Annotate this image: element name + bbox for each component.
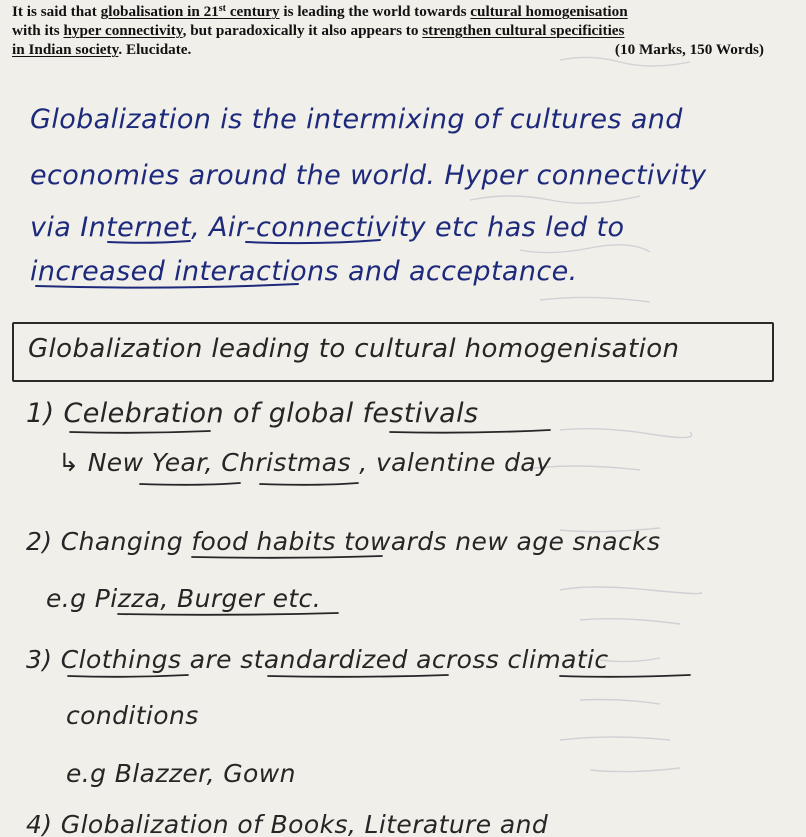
question-keyword: in Indian society	[12, 41, 119, 58]
point-3: 3) Clothings are standardized across climatic	[26, 645, 609, 674]
point-1-examples: ↳ New Year, Christmas , valentine day	[58, 448, 552, 477]
point-1: 1) Celebration of global festivals	[26, 398, 479, 429]
intro-line-3: via Internet, Air-connectivity etc has led to	[30, 212, 625, 243]
point-3-examples: e.g Blazzer, Gown	[66, 759, 296, 788]
point-3-continued: conditions	[66, 701, 199, 730]
question-keyword: hyper connectivity	[63, 22, 183, 39]
question-text	[12, 2, 802, 59]
question-text-part: . Elucidate.	[118, 41, 192, 58]
intro-line-4: increased interactions and acceptance.	[30, 256, 578, 287]
marks-and-word-limit: (10 Marks, 150 Words)	[614, 41, 764, 58]
question-keyword-text: globalisation in 21	[100, 3, 219, 20]
superscript: st	[218, 3, 227, 14]
intro-line-1: Globalization is the intermixing of cultures and	[30, 104, 683, 135]
point-2-examples: e.g Pizza, Burger etc.	[46, 584, 322, 613]
question-line-3	[12, 40, 802, 59]
intro-line-2: economies around the world. Hyper connectivity	[30, 160, 707, 191]
question-line-1	[12, 2, 802, 21]
question-keyword: strengthen cultural specificities	[422, 22, 625, 39]
question-text-part: , but paradoxically it also appears to	[182, 22, 423, 39]
question-keyword	[101, 3, 280, 20]
question-text-part: It is said that	[12, 3, 101, 20]
section-heading: Globalization leading to cultural homogenisation	[28, 334, 680, 364]
question-keyword: cultural homogenisation	[470, 3, 628, 20]
question-text-part: is leading the world towards	[279, 3, 471, 20]
question-line-2	[12, 21, 802, 40]
point-4: 4) Globalization of Books, Literature and	[26, 810, 549, 837]
question-text-part: with its	[12, 22, 64, 39]
question-keyword-text: century	[226, 3, 280, 20]
point-2: 2) Changing food habits towards new age snacks	[26, 527, 661, 556]
